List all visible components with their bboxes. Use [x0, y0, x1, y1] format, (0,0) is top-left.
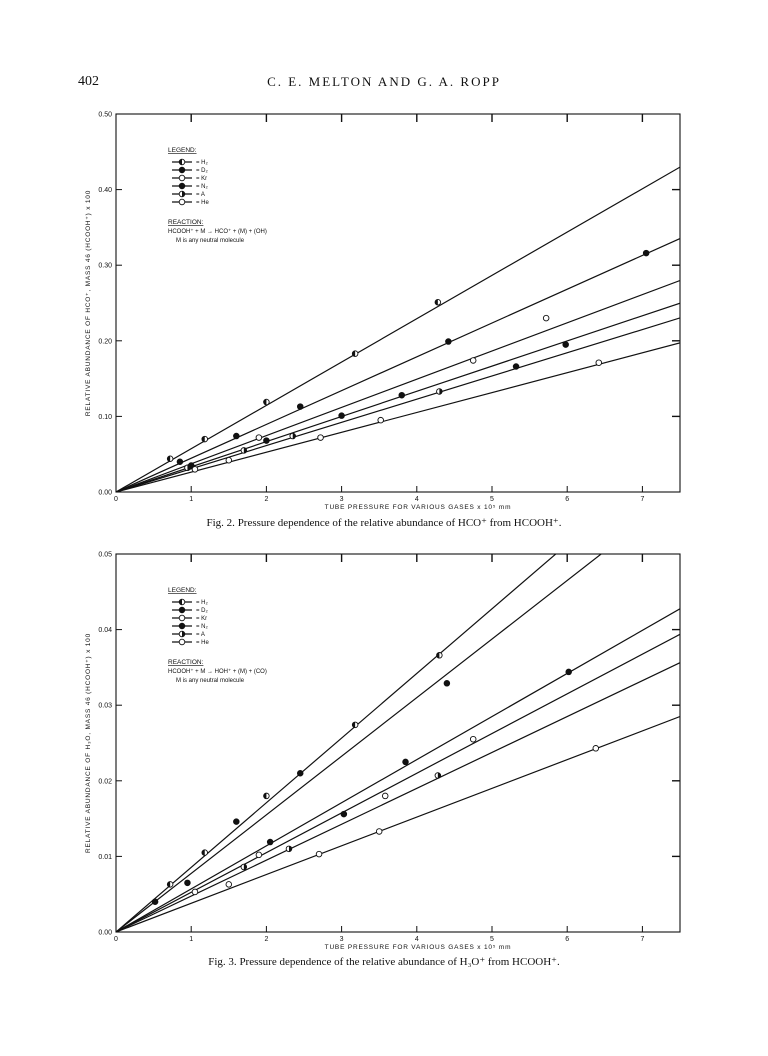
data-point-series-3 [339, 413, 345, 419]
figure-3-caption [0, 955, 768, 968]
y-tick-label: 0.01 [98, 853, 112, 861]
page-header [0, 74, 768, 94]
data-point-series-3 [399, 392, 405, 398]
data-point-series-4 [435, 773, 441, 779]
y-tick-label: 0.30 [98, 262, 112, 270]
x-tick-label: 6 [565, 496, 570, 503]
data-point-series-3 [563, 342, 569, 348]
data-point-series-5 [226, 457, 232, 463]
fit-line-series-4 [116, 318, 680, 492]
data-point-series-5 [226, 882, 232, 888]
x-axis-title: TUBE PRESSURE FOR VARIOUS GASES x 10⁵ mm [324, 504, 512, 511]
x-tick-label: 0 [114, 936, 118, 943]
x-tick-label: 4 [414, 496, 419, 503]
data-point-series-0 [202, 436, 208, 442]
legend-marker-series-2 [179, 175, 185, 181]
data-point-series-0 [167, 456, 173, 462]
data-point-series-3 [267, 839, 273, 845]
legend-label-series-4: = A [196, 632, 205, 639]
data-point-series-2 [543, 315, 549, 321]
legend-marker-series-0 [179, 599, 185, 605]
data-point-series-5 [382, 793, 388, 799]
data-point-series-3 [341, 811, 347, 817]
fit-line-series-3 [116, 609, 680, 932]
fit-line-series-3 [116, 303, 680, 492]
figure-3-caption-text: Pressure dependence of the relative abundance of H₃O⁺ from HCOOH⁺. [239, 956, 560, 968]
x-tick-label: 3 [339, 936, 344, 943]
fit-line-series-0 [116, 167, 680, 492]
data-point-series-1 [185, 880, 191, 886]
data-point-series-4 [241, 448, 247, 454]
data-point-series-1 [152, 899, 158, 905]
legend-label-series-3: = N₂ [196, 184, 208, 191]
legend-label-series-0: = H₂ [196, 160, 208, 167]
fit-line-series-2 [116, 281, 680, 492]
legend-marker-series-1 [179, 607, 185, 613]
reaction-equation: HCOOH⁺ + M → HOH⁺ + (M) + (CO) [168, 669, 267, 675]
x-tick-label: 5 [490, 496, 494, 503]
data-point-series-2 [470, 358, 476, 364]
legend-label-series-1: = D₂ [196, 168, 208, 175]
data-point-series-5 [593, 745, 599, 751]
data-point-series-0 [202, 850, 208, 856]
x-tick-label: 5 [490, 936, 494, 943]
y-tick-label: 0.00 [98, 489, 112, 497]
y-tick-label: 0.00 [98, 929, 112, 937]
reaction-note: M is any neutral molecule [176, 238, 245, 244]
x-tick-label: 6 [565, 936, 570, 943]
data-point-series-5 [378, 417, 384, 423]
data-point-series-0 [264, 399, 270, 405]
x-tick-label: 7 [640, 936, 645, 943]
fit-line-series-1 [116, 540, 680, 932]
data-point-series-2 [256, 852, 262, 858]
figure-2-caption-text: Pressure dependence of the relative abundance of HCO⁺ from HCOOH⁺. [237, 517, 562, 529]
x-tick-label: 0 [114, 496, 118, 503]
figure-2-caption [0, 516, 768, 529]
data-point-series-5 [192, 467, 198, 473]
figure-2-label: Fig. 2. [206, 517, 235, 529]
data-point-series-4 [290, 433, 296, 439]
data-point-series-0 [437, 653, 443, 659]
legend-marker-series-3 [179, 623, 185, 629]
data-point-series-1 [446, 339, 452, 345]
data-point-series-1 [297, 770, 303, 776]
data-point-series-4 [241, 864, 247, 870]
data-point-series-5 [376, 829, 382, 835]
reaction-title: REACTION: [168, 219, 204, 226]
data-point-series-1 [444, 680, 450, 686]
legend-label-series-3: = N₂ [196, 624, 208, 631]
legend-label-series-2: = Kr [196, 616, 208, 623]
figure-3-chart [0, 540, 768, 952]
legend-title: LEGEND: [168, 147, 197, 154]
data-point-series-0 [352, 351, 358, 357]
y-tick-label: 0.40 [98, 187, 112, 195]
data-point-series-4 [286, 846, 292, 852]
data-point-series-0 [167, 882, 173, 888]
y-tick-label: 0.04 [98, 627, 112, 635]
legend-marker-series-3 [179, 183, 185, 189]
data-point-series-2 [470, 736, 476, 742]
legend-title: LEGEND: [168, 587, 197, 594]
data-point-series-3 [513, 364, 519, 370]
data-point-series-3 [566, 669, 572, 675]
data-point-series-1 [234, 433, 240, 439]
data-point-series-4 [185, 465, 191, 471]
reaction-title: REACTION: [168, 659, 204, 666]
page-number: 402 [78, 74, 99, 89]
y-axis-title: RELATIVE ABUNDANCE OF HCO⁺, MASS 46 (HCOOH⁺) x 100 [85, 189, 92, 417]
x-axis-title: TUBE PRESSURE FOR VARIOUS GASES x 10⁵ mm [324, 944, 512, 951]
legend-marker-series-4 [179, 631, 185, 637]
data-point-series-0 [264, 793, 270, 799]
legend-marker-series-1 [179, 167, 185, 173]
legend-marker-series-2 [179, 615, 185, 621]
legend-label-series-2: = Kr [196, 176, 208, 183]
data-point-series-5 [596, 360, 602, 366]
fit-line-series-0 [116, 540, 680, 932]
reaction-note: M is any neutral molecule [176, 678, 245, 684]
data-point-series-5 [316, 851, 322, 857]
legend-marker-series-5 [179, 639, 185, 645]
data-point-series-3 [403, 759, 409, 765]
legend-label-series-4: = A [196, 192, 205, 199]
legend-marker-series-4 [179, 191, 185, 197]
y-axis-title: RELATIVE ABUNDANCE OF H₃O, MASS 46 (HCOOH⁺) x 100 [85, 633, 92, 853]
data-point-series-3 [264, 438, 270, 444]
y-tick-label: 0.02 [98, 778, 112, 786]
x-tick-label: 3 [339, 496, 344, 503]
reaction-equation: HCOOH⁺ + M → HCO⁺ + (M) + (OH) [168, 229, 267, 235]
x-tick-label: 4 [414, 936, 419, 943]
legend-label-series-1: = D₂ [196, 608, 208, 615]
fit-line-series-4 [116, 663, 680, 932]
running-head: C. E. MELTON AND G. A. ROPP [267, 74, 501, 89]
legend-label-series-5: = He [196, 200, 209, 207]
data-point-series-1 [297, 404, 303, 410]
legend-label-series-5: = He [196, 640, 209, 647]
figure-2-chart [0, 100, 768, 512]
y-tick-label: 0.10 [98, 413, 112, 421]
data-point-series-4 [437, 389, 443, 395]
data-point-series-0 [352, 722, 358, 728]
legend-marker-series-0 [179, 159, 185, 165]
data-point-series-1 [177, 459, 183, 465]
fit-lines [116, 167, 680, 492]
data-point-series-1 [643, 250, 649, 256]
x-tick-label: 1 [189, 936, 194, 943]
legend-marker-series-5 [179, 199, 185, 205]
data-point-series-2 [256, 435, 262, 441]
x-tick-label: 1 [189, 496, 194, 503]
figure-3-label: Fig. 3. [208, 956, 237, 968]
legend-label-series-0: = H₂ [196, 600, 208, 607]
y-tick-label: 0.20 [98, 338, 112, 346]
fit-lines [116, 540, 680, 932]
y-tick-label: 0.03 [98, 702, 112, 710]
y-tick-label: 0.50 [98, 111, 112, 119]
y-tick-label: 0.05 [98, 551, 112, 559]
data-point-series-5 [318, 435, 324, 441]
data-point-series-0 [435, 299, 441, 305]
data-point-series-5 [192, 889, 198, 895]
x-tick-label: 7 [640, 496, 645, 503]
x-tick-label: 2 [264, 936, 269, 943]
data-point-series-1 [234, 819, 240, 825]
x-tick-label: 2 [264, 496, 269, 503]
